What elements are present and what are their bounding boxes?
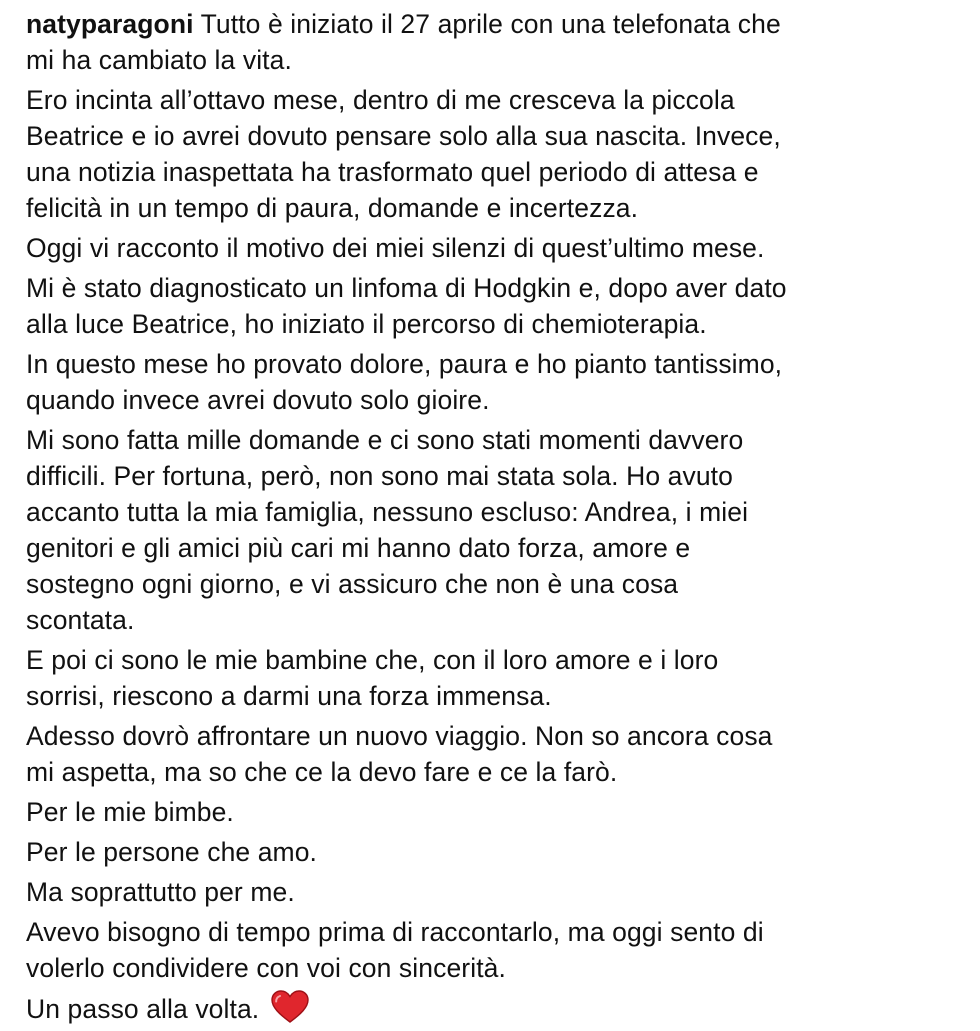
caption-text: Tutto è iniziato il 27 aprile con una telefonata che mi ha cambiato la vita. xyxy=(26,9,781,75)
caption-paragraph-11: Ma soprattutto per me. xyxy=(26,877,295,907)
caption-paragraph-7: E poi ci sono le mie bambine che, con il loro amore e i loro sorrisi, riescono a darmi una forza immensa. xyxy=(26,645,719,711)
caption-paragraph-9: Per le mie bimbe. xyxy=(26,797,234,827)
caption-paragraph-6: Mi sono fatta mille domande e ci sono stati momenti davvero difficili. Per fortuna, però, non sono mai stata sola. Ho avuto accanto tutta la mia famiglia, nessuno escluso: Andrea, i miei genitori e gli amici più cari mi hanno dato forza, amore e sostegno ogni giorno, e vi assicuro che non è una cosa scontata. xyxy=(26,425,749,635)
caption-paragraph-8: Adesso dovrò affrontare un nuovo viaggio. Non so ancora cosa mi aspetta, ma so che ce la devo fare e ce la farò. xyxy=(26,721,773,787)
red-heart-icon xyxy=(271,990,309,1024)
caption-paragraph-12: Avevo bisogno di tempo prima di raccontarlo, ma oggi sento di volerlo condividere con voi con sincerità. xyxy=(26,917,764,983)
caption-paragraph-3: Oggi vi racconto il motivo dei miei silenzi di quest’ultimo mese. xyxy=(26,233,765,263)
caption-paragraph-13 xyxy=(26,990,961,1027)
username[interactable]: natyparagoni xyxy=(26,9,194,39)
caption-closing-text: Un passo alla volta. xyxy=(26,994,260,1024)
caption-paragraph-4: Mi è stato diagnosticato un linfoma di Hodgkin e, dopo aver dato alla luce Beatrice, ho iniziato il percorso di chemioterapia. xyxy=(26,273,787,339)
post-caption xyxy=(26,6,961,1031)
caption-paragraph-1 xyxy=(26,6,961,78)
caption-paragraph-5: In questo mese ho provato dolore, paura e ho pianto tantissimo, quando invece avrei dovuto solo gioire. xyxy=(26,349,783,415)
caption-paragraph-2: Ero incinta all’ottavo mese, dentro di me cresceva la piccola Beatrice e io avrei dovuto pensare solo alla sua nascita. Invece, una notizia inaspettata ha trasformato quel periodo di attesa e felicità in un tempo di paura, domande e incertezza. xyxy=(26,85,781,223)
caption-paragraph-10: Per le persone che amo. xyxy=(26,837,318,867)
